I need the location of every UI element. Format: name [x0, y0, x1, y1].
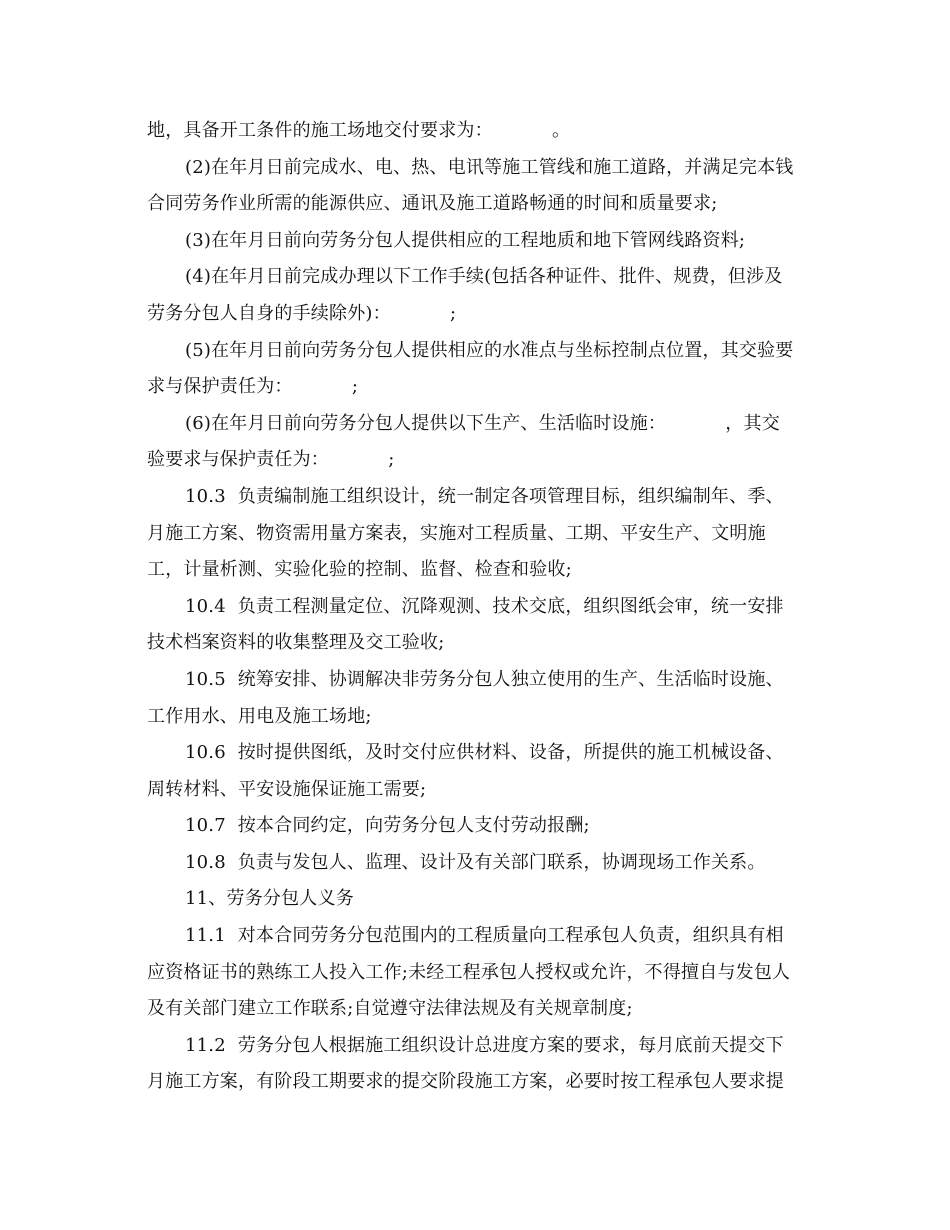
text-line: 月施工方案，有阶段工期要求的提交阶段施工方案，必要时按工程承包人要求提: [147, 1071, 784, 1093]
clause-10-8: 10.8 负责与发包人、监理、设计及有关部门联系，协调现场工作关系。: [185, 851, 766, 873]
text-line: 技术档案资料的收集整理及交工验收;: [147, 632, 445, 654]
clause-10-6: 10.6 按时提供图纸，及时交付应供材料、设备，所提供的施工机械设备、: [185, 742, 784, 764]
contract-text-body: [147, 113, 811, 1101]
text-line: 周转材料、平安设施保证施工需要;: [147, 778, 427, 800]
text-line: 及有关部门建立工作联系;自觉遵守法律法规及有关规章制度;: [147, 998, 633, 1020]
text-line: (2)在年月日前完成水、电、热、电讯等施工管线和施工道路，并满足完本钱: [185, 156, 794, 178]
text-line: 求与保护责任为： ;: [147, 376, 359, 398]
text-line: (4)在年月日前完成办理以下工作手续(包括各种证件、批件、规费，但涉及: [185, 266, 783, 288]
clause-11-2: 11.2 劳务分包人根据施工组织设计总进度方案的要求，每月底前天提交下: [185, 1034, 784, 1056]
text-line: 验要求与保护责任为： ;: [147, 449, 395, 471]
clause-10-7: 10.7 按本合同约定，向劳务分包人支付劳动报酬;: [185, 815, 590, 837]
text-line: (5)在年月日前向劳务分包人提供相应的水准点与坐标控制点位置，其交验要: [185, 339, 794, 361]
text-line: 地，具备开工条件的施工场地交付要求为： 。: [147, 120, 571, 141]
text-line: 应资格证书的熟练工人投入工作;未经工程承包人授权或允许，不得擅自与发包人: [147, 961, 791, 983]
clause-10-5: 10.5 统筹安排、协调解决非劳务分包人独立使用的生产、生活临时设施、: [185, 668, 784, 690]
clause-11-1: 11.1 对本合同劳务分包范围内的工程质量向工程承包人负责，组织具有相: [185, 925, 784, 947]
text-line: 工作用水、用电及施工场地;: [147, 705, 372, 727]
text-line: (3)在年月日前向劳务分包人提供相应的工程地质和地下管网线路资料;: [185, 229, 746, 251]
text-line: 劳务分包人自身的手续除外)： ;: [147, 302, 457, 324]
text-line: 月施工方案、物资需用量方案表，实施对工程质量、工期、平安生产、文明施: [147, 522, 766, 544]
section-heading-11: 11、劳务分包人义务: [185, 888, 354, 910]
text-line: (6)在年月日前向劳务分包人提供以下生产、生活临时设施： ，其交: [185, 412, 780, 434]
text-line: 工，计量析测、实验化验的控制、监督、检查和验收;: [147, 559, 572, 581]
clause-10-3: 10.3 负责编制施工组织设计，统一制定各项管理目标，组织编制年、季、: [185, 485, 784, 507]
text-line: 合同劳务作业所需的能源供应、通讯及施工道路畅通的时间和质量要求;: [147, 193, 718, 215]
clause-10-4: 10.4 负责工程测量定位、沉降观测、技术交底，组织图纸会审，统一安排: [185, 595, 784, 617]
